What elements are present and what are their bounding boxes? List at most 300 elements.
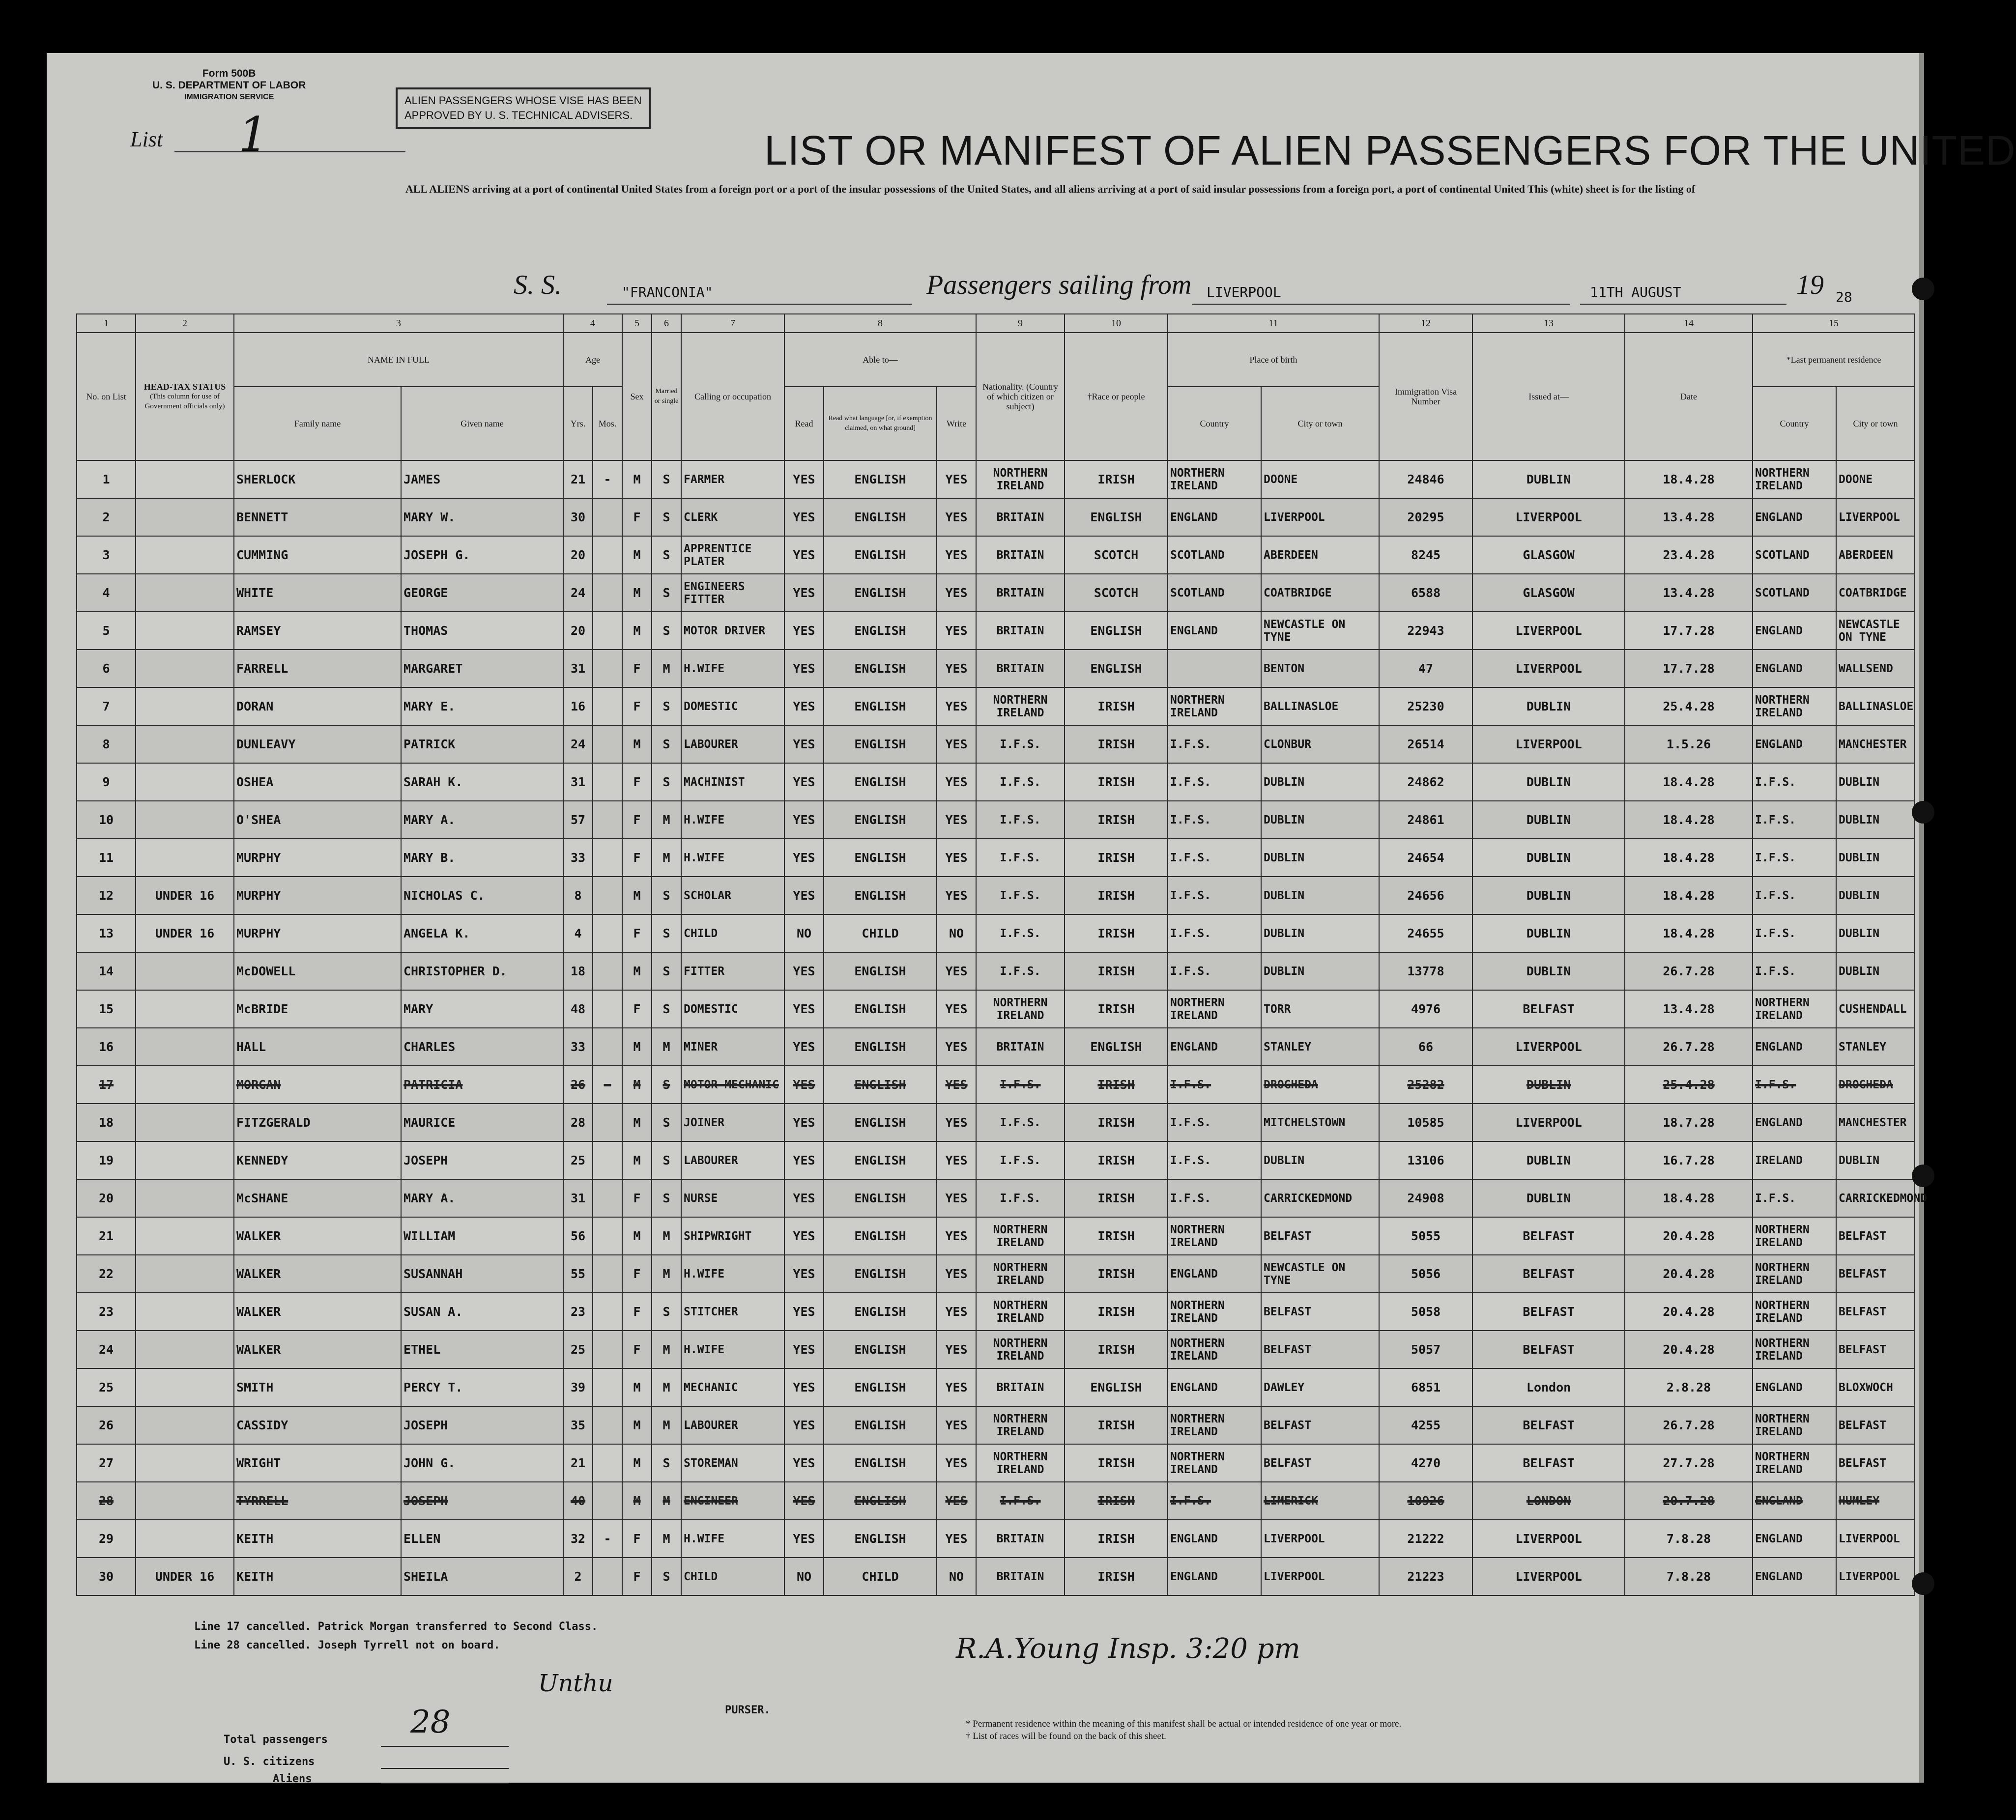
- passenger-row: [77, 952, 1915, 990]
- cell-race: SCOTCH: [1065, 536, 1168, 574]
- cell-bcity: NEWCASTLE ON TYNE: [1261, 1255, 1379, 1293]
- cell-issued: BELFAST: [1472, 1255, 1625, 1293]
- cell-write: YES: [937, 952, 976, 990]
- cell-given: MARY A.: [401, 801, 563, 839]
- cell-write: YES: [937, 1444, 976, 1482]
- cell-issued: DUBLIN: [1472, 1066, 1625, 1104]
- cell-nat: NORTHERN IRELAND: [976, 990, 1065, 1028]
- cell-ms: M: [652, 1028, 681, 1066]
- cell-ms: M: [652, 1331, 681, 1368]
- cell-visa: 5055: [1379, 1217, 1472, 1255]
- cancellation-note-1: Line 17 cancelled. Patrick Morgan transferred to Second Class.: [194, 1621, 598, 1633]
- cell-family: WALKER: [234, 1293, 401, 1331]
- cell-occ: APPRENTICE PLATER: [681, 536, 784, 574]
- cell-sex: M: [622, 460, 652, 498]
- cell-lang: ENGLISH: [824, 1141, 937, 1179]
- cell-read: YES: [784, 763, 824, 801]
- cell-no: 9: [77, 763, 136, 801]
- form-header: [152, 68, 306, 103]
- cell-bcountry: NORTHERN IRELAND: [1168, 687, 1261, 725]
- cell-tax: [136, 763, 234, 801]
- cell-no: 30: [77, 1558, 136, 1595]
- cell-vdate: 23.4.28: [1625, 536, 1753, 574]
- cell-rcity: DROGHEDA: [1836, 1066, 1915, 1104]
- cell-bcity: BELFAST: [1261, 1217, 1379, 1255]
- cell-rcountry: I.F.S.: [1753, 1066, 1836, 1104]
- cell-ms: S: [652, 687, 681, 725]
- cell-occ: MINER: [681, 1028, 784, 1066]
- cell-given: WILLIAM: [401, 1217, 563, 1255]
- cell-tax: UNDER 16: [136, 1558, 234, 1595]
- cell-no: 3: [77, 536, 136, 574]
- cell-mos: [593, 877, 622, 914]
- cell-yrs: 2: [563, 1558, 593, 1595]
- cell-bcity: ABERDEEN: [1261, 536, 1379, 574]
- cell-sex: F: [622, 498, 652, 536]
- cell-occ: FARMER: [681, 460, 784, 498]
- cell-bcountry: I.F.S.: [1168, 1141, 1261, 1179]
- cell-family: RAMSEY: [234, 612, 401, 650]
- cell-no: 10: [77, 801, 136, 839]
- cell-tax: [136, 650, 234, 687]
- cell-sex: M: [622, 1406, 652, 1444]
- cell-lang: ENGLISH: [824, 725, 937, 763]
- cell-write: YES: [937, 1066, 976, 1104]
- passenger-row: [77, 536, 1915, 574]
- header-date: Date: [1625, 333, 1753, 460]
- cell-occ: STOREMAN: [681, 1444, 784, 1482]
- cell-bcity: NEWCASTLE ON TYNE: [1261, 612, 1379, 650]
- cell-bcountry: I.F.S.: [1168, 763, 1261, 801]
- cell-yrs: 40: [563, 1482, 593, 1520]
- cell-rcountry: NORTHERN IRELAND: [1753, 1217, 1836, 1255]
- cell-ms: M: [652, 1482, 681, 1520]
- cell-lang: ENGLISH: [824, 1368, 937, 1406]
- cell-no: 21: [77, 1217, 136, 1255]
- cell-mos: -: [593, 1520, 622, 1558]
- cell-vdate: 20.4.28: [1625, 1331, 1753, 1368]
- cell-mos: [593, 1368, 622, 1406]
- cell-bcountry: SCOTLAND: [1168, 536, 1261, 574]
- cell-tax: [136, 1406, 234, 1444]
- cell-family: SMITH: [234, 1368, 401, 1406]
- cell-mos: [593, 952, 622, 990]
- cell-family: KENNEDY: [234, 1141, 401, 1179]
- cell-lang: ENGLISH: [824, 1331, 937, 1368]
- sailing-date: 11TH AUGUST: [1590, 284, 1681, 300]
- vessel-underline: [607, 304, 912, 305]
- cell-lang: ENGLISH: [824, 498, 937, 536]
- cell-issued: BELFAST: [1472, 1293, 1625, 1331]
- cell-yrs: 28: [563, 1104, 593, 1141]
- cell-read: YES: [784, 460, 824, 498]
- cell-vdate: 17.7.28: [1625, 612, 1753, 650]
- cell-sex: F: [622, 801, 652, 839]
- cell-write: YES: [937, 1406, 976, 1444]
- footnote-races: † List of races will be found on the back of this sheet.: [966, 1731, 1166, 1741]
- cell-no: 15: [77, 990, 136, 1028]
- cell-occ: LABOURER: [681, 725, 784, 763]
- ss-label: S. S.: [514, 270, 562, 300]
- cell-no: 16: [77, 1028, 136, 1066]
- cell-yrs: 25: [563, 1141, 593, 1179]
- colnum-8: 8: [784, 314, 976, 333]
- cell-tax: [136, 1293, 234, 1331]
- passenger-row: [77, 574, 1915, 612]
- cell-lang: ENGLISH: [824, 536, 937, 574]
- cell-sex: F: [622, 1179, 652, 1217]
- cell-family: McBRIDE: [234, 990, 401, 1028]
- cell-family: TYRRELL: [234, 1482, 401, 1520]
- cell-no: 12: [77, 877, 136, 914]
- port-underline: [1192, 304, 1570, 305]
- cell-ms: M: [652, 1520, 681, 1558]
- cell-visa: 24846: [1379, 460, 1472, 498]
- cell-yrs: 20: [563, 612, 593, 650]
- cell-no: 23: [77, 1293, 136, 1331]
- cell-bcountry: I.F.S.: [1168, 1482, 1261, 1520]
- cell-vdate: 18.4.28: [1625, 801, 1753, 839]
- cell-bcountry: I.F.S.: [1168, 1179, 1261, 1217]
- cell-given: MARY A.: [401, 1179, 563, 1217]
- cell-tax: [136, 1255, 234, 1293]
- cell-issued: LIVERPOOL: [1472, 725, 1625, 763]
- cell-nat: I.F.S.: [976, 1141, 1065, 1179]
- list-number: 1: [238, 107, 269, 162]
- cell-vdate: 18.4.28: [1625, 877, 1753, 914]
- cell-bcountry: NORTHERN IRELAND: [1168, 990, 1261, 1028]
- cell-rcity: DUBLIN: [1836, 914, 1915, 952]
- manifest-subtitle: ALL ALIENS arriving at a port of continental United States from a foreign port or a port of the insular possessions of the United States, and all aliens arriving at a port of said insular possessions from a foreign port, a port of continental United This (white) sheet is for the listing of: [405, 183, 1696, 195]
- cell-bcountry: NORTHERN IRELAND: [1168, 1406, 1261, 1444]
- cell-rcity: LIVERPOOL: [1836, 498, 1915, 536]
- cell-given: SARAH K.: [401, 763, 563, 801]
- cell-tax: [136, 1028, 234, 1066]
- cell-issued: GLASGOW: [1472, 574, 1625, 612]
- cell-ms: S: [652, 1141, 681, 1179]
- cell-vdate: 2.8.28: [1625, 1368, 1753, 1406]
- cell-sex: M: [622, 612, 652, 650]
- cell-visa: 25230: [1379, 687, 1472, 725]
- year-prefix: 19: [1796, 270, 1824, 300]
- header-nationality: Nationality. (Country of which citizen or subject): [976, 333, 1065, 460]
- cell-occ: ENGINEER: [681, 1482, 784, 1520]
- cell-bcountry: ENGLAND: [1168, 498, 1261, 536]
- cell-nat: BRITAIN: [976, 536, 1065, 574]
- cell-yrs: 23: [563, 1293, 593, 1331]
- cell-sex: F: [622, 1520, 652, 1558]
- cell-given: NICHOLAS C.: [401, 877, 563, 914]
- cell-no: 27: [77, 1444, 136, 1482]
- colnum-6: 6: [652, 314, 681, 333]
- header-given: Given name: [401, 387, 563, 460]
- cell-rcity: CUSHENDALL: [1836, 990, 1915, 1028]
- cell-tax: UNDER 16: [136, 877, 234, 914]
- cell-mos: [593, 1255, 622, 1293]
- cell-visa: 4976: [1379, 990, 1472, 1028]
- aliens-underline: [381, 1783, 509, 1784]
- cell-rcountry: ENGLAND: [1753, 612, 1836, 650]
- cell-issued: LIVERPOOL: [1472, 1104, 1625, 1141]
- cell-race: IRISH: [1065, 990, 1168, 1028]
- passenger-rows: [77, 460, 1928, 1595]
- cell-nat: I.F.S.: [976, 1066, 1065, 1104]
- cell-issued: LIVERPOOL: [1472, 650, 1625, 687]
- cell-rcity: DOONE: [1836, 460, 1915, 498]
- binder-hole-3: [1912, 1165, 1934, 1187]
- cell-rcountry: ENGLAND: [1753, 1104, 1836, 1141]
- cell-rcity: BLOXWOCH: [1836, 1368, 1915, 1406]
- cell-no: 17: [77, 1066, 136, 1104]
- cell-rcity: DUBLIN: [1836, 839, 1915, 877]
- cell-bcountry: [1168, 650, 1261, 687]
- cell-issued: DUBLIN: [1472, 460, 1625, 498]
- cell-bcity: BELFAST: [1261, 1406, 1379, 1444]
- cell-rcountry: NORTHERN IRELAND: [1753, 687, 1836, 725]
- cell-nat: BRITAIN: [976, 498, 1065, 536]
- cell-given: PATRICIA: [401, 1066, 563, 1104]
- cell-write: YES: [937, 1179, 976, 1217]
- header-issued: Issued at—: [1472, 333, 1625, 460]
- cell-occ: H.WIFE: [681, 801, 784, 839]
- cell-read: NO: [784, 914, 824, 952]
- header-row-1: [77, 333, 1915, 387]
- us-citizens-label: U. S. citizens: [224, 1756, 315, 1768]
- cell-tax: [136, 1141, 234, 1179]
- cell-yrs: 20: [563, 536, 593, 574]
- cell-rcountry: I.F.S.: [1753, 839, 1836, 877]
- cell-family: WRIGHT: [234, 1444, 401, 1482]
- header-sex: Sex: [622, 333, 652, 460]
- cell-tax: [136, 1368, 234, 1406]
- cell-visa: 25282: [1379, 1066, 1472, 1104]
- cell-write: YES: [937, 877, 976, 914]
- header-birth: Place of birth: [1168, 333, 1379, 387]
- cell-family: FITZGERALD: [234, 1104, 401, 1141]
- cell-given: THOMAS: [401, 612, 563, 650]
- passenger-row: [77, 725, 1915, 763]
- cell-rcountry: ENGLAND: [1753, 1482, 1836, 1520]
- cell-occ: H.WIFE: [681, 1520, 784, 1558]
- cell-vdate: 18.4.28: [1625, 763, 1753, 801]
- cell-race: ENGLISH: [1065, 612, 1168, 650]
- cell-rcity: COATBRIDGE: [1836, 574, 1915, 612]
- cell-occ: MOTOR MECHANIC: [681, 1066, 784, 1104]
- cell-read: YES: [784, 650, 824, 687]
- cell-mos: [593, 1141, 622, 1179]
- cell-given: MARY W.: [401, 498, 563, 536]
- cell-no: 18: [77, 1104, 136, 1141]
- cell-visa: 4255: [1379, 1406, 1472, 1444]
- cell-race: ENGLISH: [1065, 498, 1168, 536]
- colnum-5: 5: [622, 314, 652, 333]
- cell-write: YES: [937, 1331, 976, 1368]
- cell-race: IRISH: [1065, 1104, 1168, 1141]
- cell-bcountry: ENGLAND: [1168, 612, 1261, 650]
- cell-bcity: DUBLIN: [1261, 952, 1379, 990]
- cell-occ: SHIPWRIGHT: [681, 1217, 784, 1255]
- passenger-row: [77, 612, 1915, 650]
- cell-rcity: BELFAST: [1836, 1331, 1915, 1368]
- cell-read: YES: [784, 990, 824, 1028]
- cell-read: YES: [784, 877, 824, 914]
- cell-read: YES: [784, 1141, 824, 1179]
- cell-tax: [136, 1444, 234, 1482]
- cell-occ: H.WIFE: [681, 839, 784, 877]
- cell-rcountry: SCOTLAND: [1753, 574, 1836, 612]
- cell-lang: ENGLISH: [824, 1520, 937, 1558]
- cell-mos: [593, 990, 622, 1028]
- cell-tax: [136, 1179, 234, 1217]
- cell-family: FARRELL: [234, 650, 401, 687]
- cell-no: 1: [77, 460, 136, 498]
- colnum-9: 9: [976, 314, 1065, 333]
- cell-given: MARGARET: [401, 650, 563, 687]
- cell-bcountry: I.F.S.: [1168, 877, 1261, 914]
- cell-sex: M: [622, 1028, 652, 1066]
- cell-given: CHRISTOPHER D.: [401, 952, 563, 990]
- header-res-country: Country: [1753, 387, 1836, 460]
- cell-nat: I.F.S.: [976, 877, 1065, 914]
- cell-occ: LABOURER: [681, 1141, 784, 1179]
- cell-sex: F: [622, 1558, 652, 1595]
- cell-no: 24: [77, 1331, 136, 1368]
- header-calling: Calling or occupation: [681, 333, 784, 460]
- colnum-10: 10: [1065, 314, 1168, 333]
- cell-family: WALKER: [234, 1255, 401, 1293]
- cell-rcountry: I.F.S.: [1753, 952, 1836, 990]
- passenger-row: [77, 877, 1915, 914]
- cell-rcountry: I.F.S.: [1753, 801, 1836, 839]
- cell-ms: S: [652, 536, 681, 574]
- passenger-row: [77, 839, 1915, 877]
- year-suffix: 28: [1836, 289, 1852, 305]
- cell-occ: CHILD: [681, 1558, 784, 1595]
- cell-yrs: 24: [563, 725, 593, 763]
- cell-vdate: 13.4.28: [1625, 498, 1753, 536]
- cell-sex: F: [622, 687, 652, 725]
- cell-tax: [136, 1066, 234, 1104]
- cell-rcountry: ENGLAND: [1753, 1558, 1836, 1595]
- cell-rcity: DUBLIN: [1836, 952, 1915, 990]
- header-write: Write: [937, 387, 976, 460]
- cell-sex: M: [622, 1368, 652, 1406]
- cell-rcountry: ENGLAND: [1753, 1368, 1836, 1406]
- cell-tax: [136, 687, 234, 725]
- cell-no: 29: [77, 1520, 136, 1558]
- cell-yrs: 8: [563, 877, 593, 914]
- cell-write: YES: [937, 725, 976, 763]
- colnum-13: 13: [1472, 314, 1625, 333]
- cell-occ: H.WIFE: [681, 1331, 784, 1368]
- cell-lang: ENGLISH: [824, 839, 937, 877]
- cell-race: ENGLISH: [1065, 1028, 1168, 1066]
- cell-occ: LABOURER: [681, 1406, 784, 1444]
- cell-family: MURPHY: [234, 914, 401, 952]
- passenger-row: [77, 1104, 1915, 1141]
- cell-issued: London: [1472, 1368, 1625, 1406]
- cell-tax: [136, 839, 234, 877]
- cell-mos: [593, 1217, 622, 1255]
- header-headtax: [136, 333, 234, 460]
- cell-ms: M: [652, 1406, 681, 1444]
- cell-occ: JOINER: [681, 1104, 784, 1141]
- form-number: Form 500B: [202, 68, 256, 79]
- cell-vdate: 7.8.28: [1625, 1520, 1753, 1558]
- cell-no: 5: [77, 612, 136, 650]
- cell-race: IRISH: [1065, 1558, 1168, 1595]
- cell-vdate: 18.4.28: [1625, 1179, 1753, 1217]
- cell-write: YES: [937, 763, 976, 801]
- cell-visa: 13778: [1379, 952, 1472, 990]
- cell-yrs: 24: [563, 574, 593, 612]
- cell-visa: 5057: [1379, 1331, 1472, 1368]
- cell-issued: DUBLIN: [1472, 763, 1625, 801]
- cell-family: DUNLEAVY: [234, 725, 401, 763]
- vise-approval-stamp: [396, 87, 651, 129]
- cell-rcountry: ENGLAND: [1753, 498, 1836, 536]
- cell-family: SHERLOCK: [234, 460, 401, 498]
- cell-sex: M: [622, 1104, 652, 1141]
- cell-ms: M: [652, 1368, 681, 1406]
- sailing-label: Passengers sailing from: [926, 270, 1192, 300]
- cell-rcity: LIVERPOOL: [1836, 1558, 1915, 1595]
- cell-read: NO: [784, 1558, 824, 1595]
- cell-visa: 66: [1379, 1028, 1472, 1066]
- cell-given: ELLEN: [401, 1520, 563, 1558]
- passenger-row: [77, 460, 1915, 498]
- cell-yrs: 21: [563, 460, 593, 498]
- cell-given: SUSANNAH: [401, 1255, 563, 1293]
- cell-bcountry: ENGLAND: [1168, 1028, 1261, 1066]
- stamp-line-2: APPROVED BY U. S. TECHNICAL ADVISERS.: [404, 109, 633, 121]
- cell-bcountry: NORTHERN IRELAND: [1168, 1331, 1261, 1368]
- cell-tax: [136, 725, 234, 763]
- cell-mos: [593, 536, 622, 574]
- cell-vdate: 26.7.28: [1625, 952, 1753, 990]
- cell-write: NO: [937, 1558, 976, 1595]
- aliens-label: Aliens: [273, 1773, 312, 1785]
- column-number-row: [77, 314, 1915, 333]
- header-birth-city: City or town: [1261, 387, 1379, 460]
- cell-issued: GLASGOW: [1472, 536, 1625, 574]
- cell-visa: 24908: [1379, 1179, 1472, 1217]
- cell-sex: F: [622, 763, 652, 801]
- cell-issued: DUBLIN: [1472, 1141, 1625, 1179]
- cell-vdate: 20.4.28: [1625, 1293, 1753, 1331]
- cell-rcountry: I.F.S.: [1753, 877, 1836, 914]
- header-birth-country: Country: [1168, 387, 1261, 460]
- cell-lang: ENGLISH: [824, 1482, 937, 1520]
- header-age: Age: [563, 333, 622, 387]
- cell-lang: ENGLISH: [824, 801, 937, 839]
- cell-nat: I.F.S.: [976, 839, 1065, 877]
- colnum-4: 4: [563, 314, 622, 333]
- total-underline: [381, 1746, 509, 1747]
- cell-yrs: 30: [563, 498, 593, 536]
- binder-hole-1: [1912, 278, 1934, 300]
- cell-bcity: DUBLIN: [1261, 801, 1379, 839]
- cell-lang: ENGLISH: [824, 1255, 937, 1293]
- cell-tax: [136, 1217, 234, 1255]
- cell-rcity: DUBLIN: [1836, 877, 1915, 914]
- cell-bcity: DUBLIN: [1261, 763, 1379, 801]
- cell-visa: 8245: [1379, 536, 1472, 574]
- cell-family: BENNETT: [234, 498, 401, 536]
- cell-vdate: 17.7.28: [1625, 650, 1753, 687]
- cell-given: SHEILA: [401, 1558, 563, 1595]
- cell-bcountry: I.F.S.: [1168, 914, 1261, 952]
